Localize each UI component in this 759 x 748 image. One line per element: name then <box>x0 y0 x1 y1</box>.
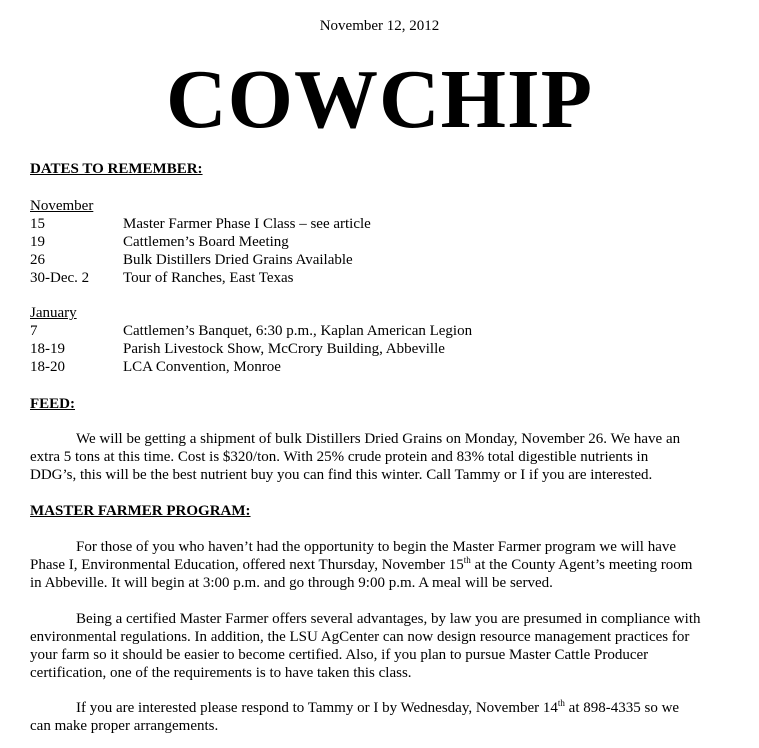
event-row <box>30 215 730 233</box>
paragraph-line: DDG’s, this will be the best nutrient buy you can find this winter. Call Tammy or I if you are interested. <box>30 467 653 483</box>
event-description: Tour of Ranches, East Texas <box>123 270 294 286</box>
event-row <box>30 340 730 358</box>
line-text: If you are interested please respond to Tammy or I by Wednesday, November 14 <box>76 700 558 716</box>
master-farmer-paragraph-3 <box>30 699 730 735</box>
feed-paragraph <box>30 430 730 484</box>
paragraph-line <box>30 556 730 574</box>
event-row <box>30 269 730 287</box>
paragraph-line <box>30 538 730 556</box>
master-farmer-heading-colon: : <box>245 503 251 519</box>
line-text: We will be getting a shipment of bulk Distillers Dried Grains on Monday, November 26. We have an <box>76 431 681 447</box>
line-text: Phase I, Environmental Education, offered next Thursday, November 15 <box>30 557 464 573</box>
line-text: For those of you who haven’t had the opportunity to begin the Master Farmer program we will have <box>76 539 677 555</box>
paragraph-line <box>30 699 730 717</box>
dates-heading <box>30 160 203 178</box>
paragraph-line: in Abbeville. It will begin at 3:00 p.m. and go through 9:00 p.m. A meal will be served. <box>30 575 553 591</box>
master-farmer-paragraph-1 <box>30 538 730 592</box>
event-date: 7 <box>30 323 38 339</box>
month-november: November <box>30 198 94 214</box>
event-description: Bulk Distillers Dried Grains Available <box>123 252 353 268</box>
master-farmer-heading <box>30 502 251 520</box>
month-january: January <box>30 305 77 321</box>
dates-heading-colon: : <box>197 161 203 177</box>
event-row <box>30 251 730 269</box>
event-date: 26 <box>30 252 45 268</box>
dates-heading-text: DATES TO REMEMBER <box>30 161 198 177</box>
event-description: Master Farmer Phase I Class – see article <box>123 216 371 232</box>
event-description: Cattlemen’s Board Meeting <box>123 234 289 250</box>
event-row <box>30 358 730 376</box>
event-date: 18-19 <box>30 341 65 357</box>
feed-heading-text: FEED <box>30 396 71 412</box>
paragraph-line: environmental regulations. In addition, the LSU AgCenter can now design resource management practices for <box>30 629 690 645</box>
event-date: 30-Dec. 2 <box>30 270 90 286</box>
ordinal-suffix: th <box>557 698 565 708</box>
ordinal-suffix: th <box>463 555 471 565</box>
issue-date: November 12, 2012 <box>319 18 440 34</box>
feed-heading-colon: : <box>70 396 76 412</box>
paragraph-line: certification, one of the requirements is to have taken this class. <box>30 665 412 681</box>
master-farmer-heading-text: MASTER FARMER PROGRAM <box>30 503 246 519</box>
paragraph-line <box>30 430 730 448</box>
line-text: at the County Agent’s meeting room <box>470 557 693 573</box>
master-farmer-paragraph-2 <box>30 610 730 682</box>
paragraph-line: your farm so it should be easier to become certified. Also, if you plan to pursue Master Cattle Producer <box>30 647 649 663</box>
newsletter-title: COWCHIP <box>166 53 593 146</box>
paragraph-line: extra 5 tons at this time. Cost is $320/ton. With 25% crude protein and 83% total digestible nutrients in <box>30 449 649 465</box>
event-description: Cattlemen’s Banquet, 6:30 p.m., Kaplan American Legion <box>123 323 473 339</box>
event-date: 19 <box>30 234 45 250</box>
event-description: LCA Convention, Monroe <box>123 359 281 375</box>
event-row <box>30 322 730 340</box>
paragraph-line <box>30 610 730 628</box>
event-row <box>30 233 730 251</box>
paragraph-line: can make proper arrangements. <box>30 718 219 734</box>
event-date: 15 <box>30 216 45 232</box>
event-description: Parish Livestock Show, McCrory Building, Abbeville <box>123 341 445 357</box>
line-text: at 898-4335 so we <box>564 700 680 716</box>
event-date: 18-20 <box>30 359 65 375</box>
line-text: Being a certified Master Farmer offers several advantages, by law you are presumed in compliance with <box>76 611 701 627</box>
feed-heading <box>30 395 75 413</box>
